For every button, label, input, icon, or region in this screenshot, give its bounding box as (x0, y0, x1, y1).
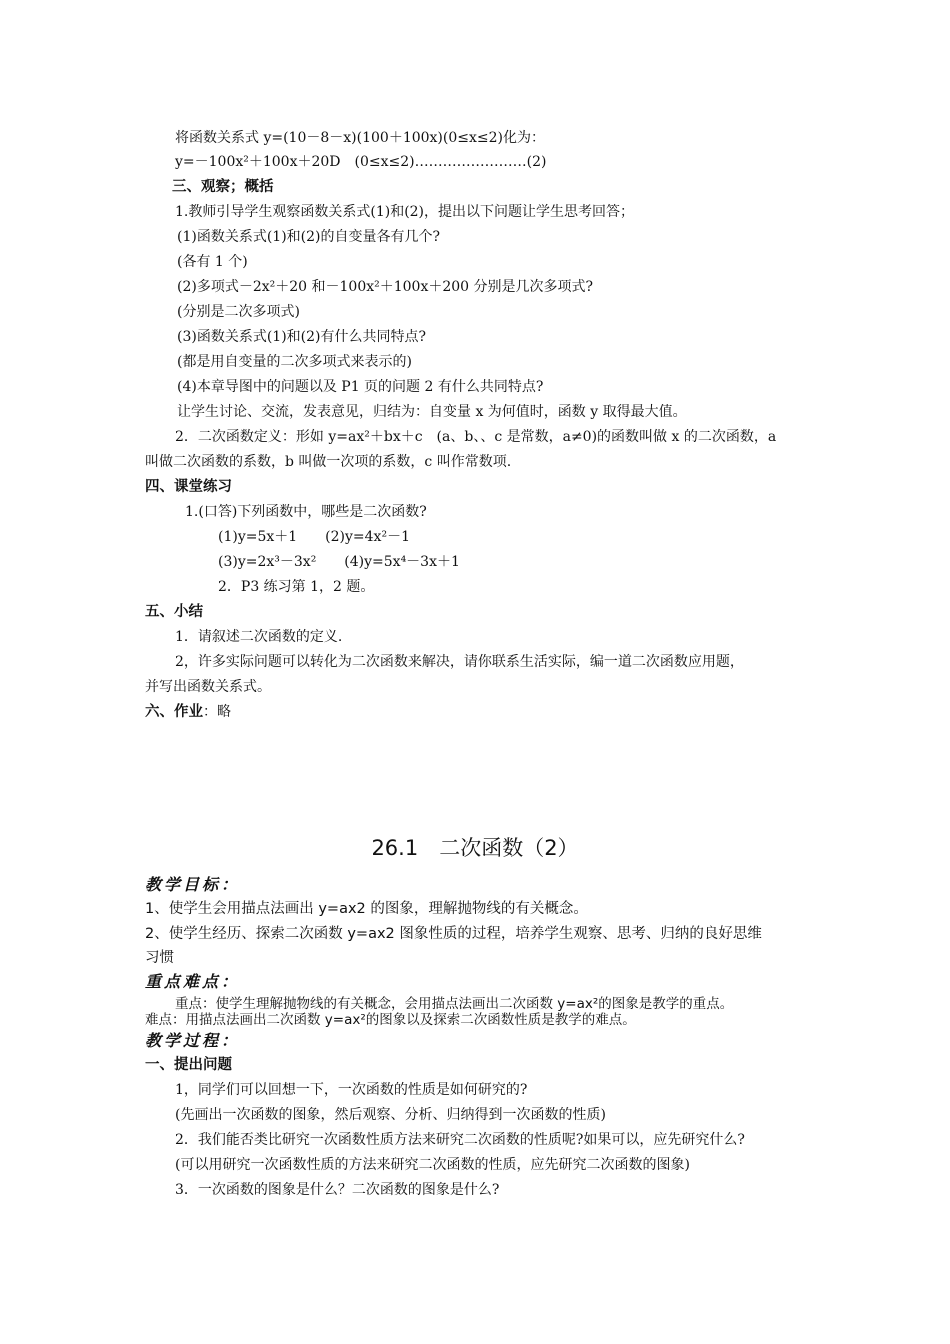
section-heading: 六、作业 (145, 704, 203, 720)
exercise-item: (3)y=2x³－3x² (4)y=5x⁴－3x＋1 (218, 554, 460, 570)
definition-line: 叫做二次函数的系数，b 叫做一次项的系数，c 叫作常数项. (145, 454, 512, 470)
answer: (分别是二次多项式) (177, 304, 300, 320)
summary-line: 2，许多实际问题可以转化为二次函数来解决，请你联系生活实际，编一道二次函数应用题， (175, 654, 744, 670)
question: (1)函数关系式(1)和(2)的自变量各有几个? (177, 229, 440, 245)
homework-line (145, 702, 231, 722)
subheading-key-points: 重点难点： (145, 972, 241, 991)
goal-item: 1、使学生会用描点法画出 y=ax2 的图象，理解抛物线的有关概念。 (145, 901, 588, 917)
exercise: 2．P3 练习第 1，2 题。 (218, 579, 375, 595)
goal-item: 2、使学生经历、探索二次函数 y=ax2 图象性质的过程，培养学生观察、思考、归纳的良好思维 (145, 926, 762, 942)
question: 1，同学们可以回想一下，一次函数的性质是如何研究的? (175, 1082, 528, 1098)
text-line: 1.教师引导学生观察函数关系式(1)和(2)，提出以下问题让学生思考回答； (175, 204, 635, 220)
question: (3)函数关系式(1)和(2)有什么共同特点? (177, 329, 426, 345)
question: 2．我们能否类比研究一次函数性质方法来研究二次函数的性质呢?如果可以，应先研究什么? (175, 1132, 745, 1148)
summary-line: 1．请叙述二次函数的定义. (175, 629, 343, 645)
question: 3．一次函数的图象是什么？二次函数的图象是什么? (175, 1182, 500, 1198)
answer: (都是用自变量的二次多项式来表示的) (177, 354, 412, 370)
section-heading: 五、小结 (145, 604, 203, 620)
subheading-process: 教学过程： (145, 1031, 241, 1050)
key-point: 重点：使学生理解抛物线的有关概念，会用描点法画出二次函数 y=ax²的图象是教学的重点。 (175, 996, 734, 1012)
text-line: y=－100x²＋100x＋20D (0≤x≤2)……………………(2) (175, 154, 547, 170)
text-line: 让学生讨论、交流，发表意见，归结为：自变量 x 为何值时，函数 y 取得最大值。 (177, 404, 687, 420)
subheading-goals: 教学目标： (145, 875, 241, 894)
goal-item: 习惯 (145, 950, 174, 966)
definition-line: 2．二次函数定义：形如 y=ax²＋bx＋c (a、b、、c 是常数，a≠0)的函数叫做 x 的二次函数，a (175, 429, 777, 445)
answer: (各有 1 个) (177, 254, 248, 270)
section-heading: 四、课堂练习 (145, 479, 232, 495)
exercise: 1.(口答)下列函数中，哪些是二次函数? (185, 504, 427, 520)
section-heading: 一、提出问题 (145, 1057, 232, 1073)
summary-line: 并写出函数关系式。 (145, 679, 271, 695)
exercise-item: (1)y=5x＋1 (2)y=4x²－1 (218, 529, 410, 545)
answer: (可以用研究一次函数性质的方法来研究二次函数的性质，应先研究二次函数的图象) (175, 1157, 690, 1173)
answer: (先画出一次函数的图象，然后观察、分析、归纳得到一次函数的性质) (175, 1107, 606, 1123)
section-heading: 三、观察；概括 (172, 179, 274, 195)
question: (2)多项式－2x²＋20 和－100x²＋100x＋200 分别是几次多项式? (177, 279, 594, 295)
text-line: 将函数关系式 y=(10－8－x)(100＋100x)(0≤x≤2)化为： (175, 130, 545, 146)
key-point: 难点：用描点法画出二次函数 y=ax²的图象以及探索二次函数性质是教学的难点。 (145, 1012, 636, 1028)
homework-text: ：略 (203, 704, 231, 720)
page-title: 26.1 二次函数（2） (371, 836, 579, 860)
question: (4)本章导图中的问题以及 P1 页的问题 2 有什么共同特点? (177, 379, 544, 395)
